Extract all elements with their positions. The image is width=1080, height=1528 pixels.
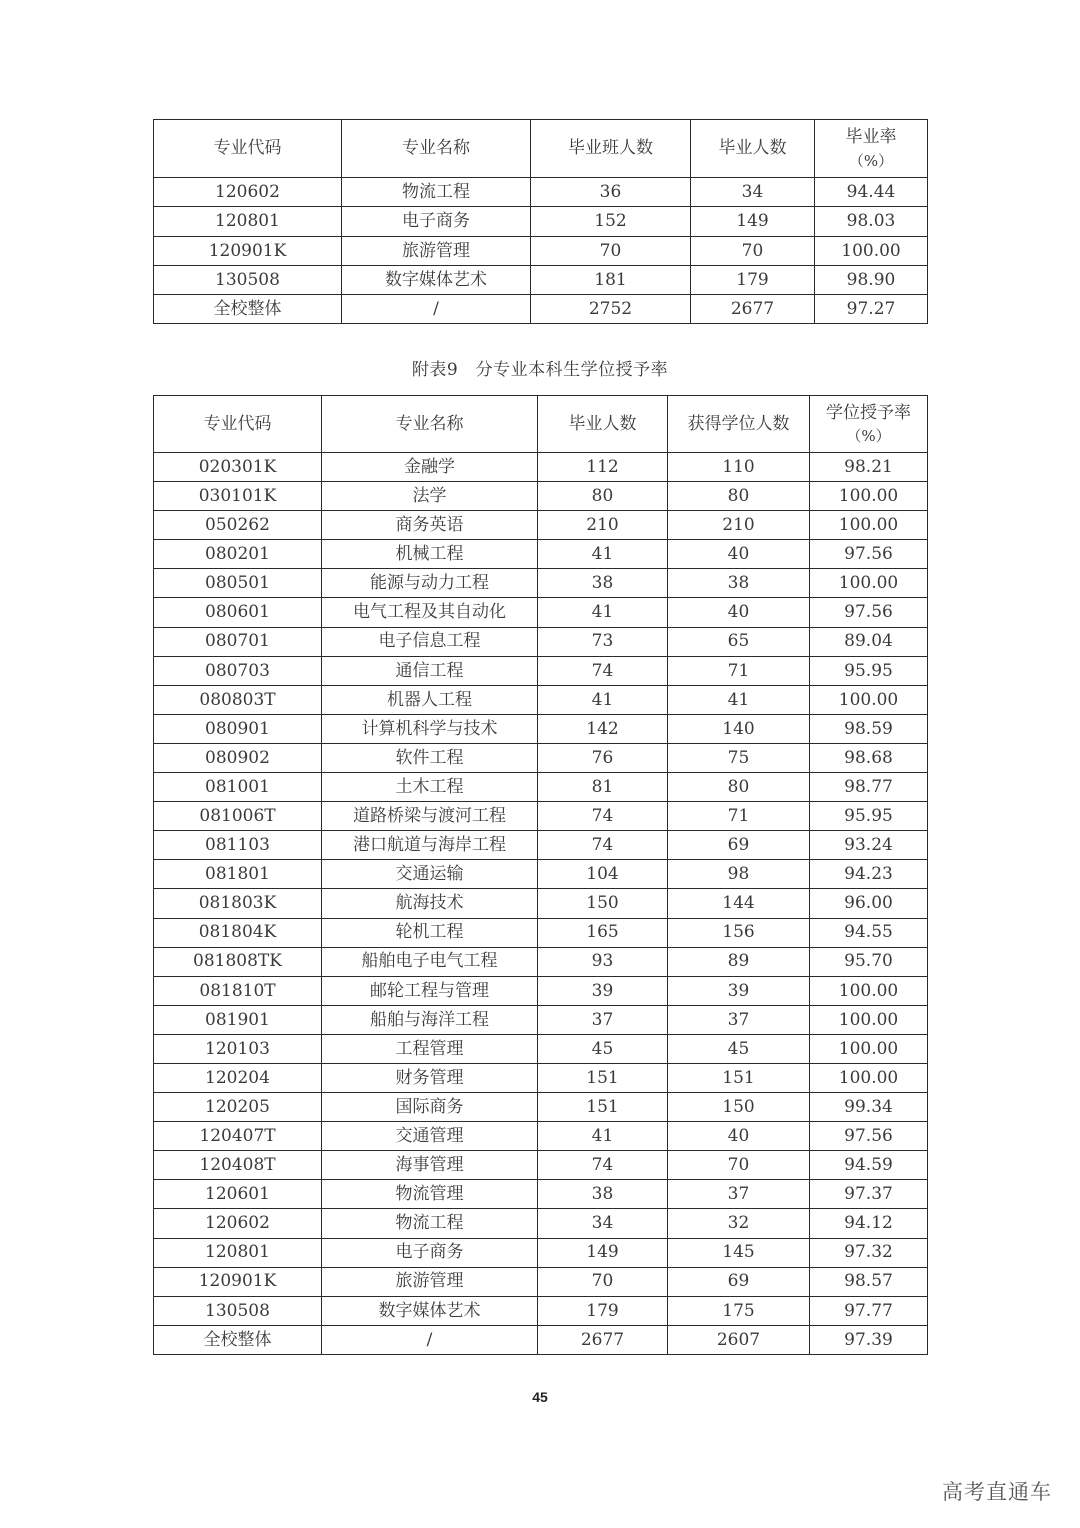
cell-major-name: 软件工程 <box>322 743 538 772</box>
cell-count-b: 2677 <box>691 295 815 324</box>
cell-major-name: 财务管理 <box>322 1063 538 1092</box>
cell-major-code: 130508 <box>154 1296 322 1325</box>
cell-major-code: 全校整体 <box>154 295 342 324</box>
page-number: 45 <box>532 1389 548 1405</box>
cell-major-name: 交通运输 <box>322 860 538 889</box>
cell-rate: 94.59 <box>810 1151 928 1180</box>
cell-major-code: 080901 <box>154 714 322 743</box>
table-header-row <box>154 120 928 178</box>
table-row <box>154 1093 928 1122</box>
cell-major-name: 邮轮工程与管理 <box>322 976 538 1005</box>
cell-rate: 98.21 <box>810 453 928 482</box>
cell-major-name: 旅游管理 <box>342 236 531 265</box>
cell-major-code: 120103 <box>154 1034 322 1063</box>
table-row <box>154 1063 928 1092</box>
header-major-code: 专业代码 <box>154 120 342 178</box>
cell-major-code: 080803T <box>154 685 322 714</box>
graduation-rate-table <box>153 119 928 324</box>
table-row <box>154 540 928 569</box>
cell-major-name: 物流管理 <box>322 1180 538 1209</box>
cell-count-b: 69 <box>668 831 810 860</box>
cell-rate: 97.56 <box>810 598 928 627</box>
cell-count-a: 38 <box>538 1180 668 1209</box>
cell-major-code: 080701 <box>154 627 322 656</box>
cell-count-b: 98 <box>668 860 810 889</box>
cell-major-code: 081804K <box>154 918 322 947</box>
table-row <box>154 511 928 540</box>
cell-count-b: 2607 <box>668 1325 810 1354</box>
table-row <box>154 831 928 860</box>
cell-rate: 100.00 <box>810 511 928 540</box>
cell-rate: 97.39 <box>810 1325 928 1354</box>
cell-count-a: 181 <box>531 265 691 294</box>
cell-count-a: 80 <box>538 482 668 511</box>
cell-major-code: 080601 <box>154 598 322 627</box>
cell-major-code: 020301K <box>154 453 322 482</box>
cell-rate: 100.00 <box>810 1063 928 1092</box>
cell-count-a: 93 <box>538 947 668 976</box>
header-graduation-rate: 毕业率 （%） <box>815 120 928 178</box>
cell-major-name: 商务英语 <box>322 511 538 540</box>
cell-count-b: 179 <box>691 265 815 294</box>
cell-major-name: 港口航道与海岸工程 <box>322 831 538 860</box>
cell-rate: 98.90 <box>815 265 928 294</box>
cell-count-a: 41 <box>538 540 668 569</box>
cell-major-code: 081006T <box>154 802 322 831</box>
cell-count-b: 41 <box>668 685 810 714</box>
cell-major-name: 土木工程 <box>322 773 538 802</box>
cell-rate: 96.00 <box>810 889 928 918</box>
cell-major-name: 物流工程 <box>342 178 531 207</box>
table-row <box>154 889 928 918</box>
cell-rate: 94.23 <box>810 860 928 889</box>
cell-rate: 100.00 <box>810 482 928 511</box>
cell-count-b: 40 <box>668 540 810 569</box>
cell-count-b: 149 <box>691 207 815 236</box>
table-row <box>154 1180 928 1209</box>
cell-rate: 94.12 <box>810 1209 928 1238</box>
cell-count-a: 151 <box>538 1093 668 1122</box>
header-major-name: 专业名称 <box>322 396 538 453</box>
cell-major-code: 081001 <box>154 773 322 802</box>
cell-major-name: 机械工程 <box>322 540 538 569</box>
cell-rate: 95.95 <box>810 802 928 831</box>
table-row <box>154 598 928 627</box>
cell-rate: 98.77 <box>810 773 928 802</box>
table-row <box>154 1296 928 1325</box>
cell-count-b: 140 <box>668 714 810 743</box>
table-row <box>154 453 928 482</box>
cell-major-code: 120408T <box>154 1151 322 1180</box>
table-row <box>154 773 928 802</box>
cell-count-a: 104 <box>538 860 668 889</box>
cell-major-name: 电子商务 <box>322 1238 538 1267</box>
table-row <box>154 1005 928 1034</box>
header-graduates: 毕业人数 <box>538 396 668 453</box>
cell-count-b: 70 <box>691 236 815 265</box>
table-row <box>154 236 928 265</box>
cell-major-code: 120204 <box>154 1063 322 1092</box>
cell-count-b: 145 <box>668 1238 810 1267</box>
cell-count-a: 112 <box>538 453 668 482</box>
cell-count-a: 179 <box>538 1296 668 1325</box>
cell-count-a: 165 <box>538 918 668 947</box>
table-row <box>154 714 928 743</box>
cell-major-name: 船舶电子电气工程 <box>322 947 538 976</box>
cell-rate: 89.04 <box>810 627 928 656</box>
cell-count-a: 45 <box>538 1034 668 1063</box>
cell-rate: 94.55 <box>810 918 928 947</box>
cell-major-code: 全校整体 <box>154 1325 322 1354</box>
cell-major-code: 081103 <box>154 831 322 860</box>
cell-count-b: 175 <box>668 1296 810 1325</box>
table-row <box>154 265 928 294</box>
cell-count-a: 37 <box>538 1005 668 1034</box>
cell-rate: 100.00 <box>810 1034 928 1063</box>
cell-major-code: 081801 <box>154 860 322 889</box>
cell-major-name: 国际商务 <box>322 1093 538 1122</box>
cell-rate: 95.95 <box>810 656 928 685</box>
cell-rate: 100.00 <box>810 1005 928 1034</box>
cell-major-name: 工程管理 <box>322 1034 538 1063</box>
cell-rate: 98.03 <box>815 207 928 236</box>
table-row <box>154 656 928 685</box>
header-degree-rate: 学位授予率 （%） <box>810 396 928 453</box>
cell-rate: 97.32 <box>810 1238 928 1267</box>
cell-major-code: 080201 <box>154 540 322 569</box>
cell-count-b: 65 <box>668 627 810 656</box>
cell-count-a: 76 <box>538 743 668 772</box>
cell-count-b: 80 <box>668 482 810 511</box>
cell-major-name: 金融学 <box>322 453 538 482</box>
cell-rate: 97.77 <box>810 1296 928 1325</box>
cell-major-code: 130508 <box>154 265 342 294</box>
cell-rate: 100.00 <box>815 236 928 265</box>
cell-major-code: 081808TK <box>154 947 322 976</box>
table-row <box>154 178 928 207</box>
cell-major-name: / <box>342 295 531 324</box>
table-row <box>154 743 928 772</box>
header-class-size: 毕业班人数 <box>531 120 691 178</box>
table-row <box>154 295 928 324</box>
table-row <box>154 207 928 236</box>
cell-count-b: 150 <box>668 1093 810 1122</box>
cell-count-b: 144 <box>668 889 810 918</box>
table-row <box>154 1267 928 1296</box>
cell-count-a: 41 <box>538 598 668 627</box>
cell-count-b: 37 <box>668 1005 810 1034</box>
cell-major-name: 法学 <box>322 482 538 511</box>
cell-major-name: 旅游管理 <box>322 1267 538 1296</box>
cell-count-a: 2677 <box>538 1325 668 1354</box>
cell-count-a: 152 <box>531 207 691 236</box>
cell-rate: 99.34 <box>810 1093 928 1122</box>
cell-major-name: 数字媒体艺术 <box>342 265 531 294</box>
cell-count-a: 36 <box>531 178 691 207</box>
cell-count-b: 38 <box>668 569 810 598</box>
cell-major-name: 交通管理 <box>322 1122 538 1151</box>
cell-count-a: 149 <box>538 1238 668 1267</box>
cell-count-a: 2752 <box>531 295 691 324</box>
cell-count-b: 151 <box>668 1063 810 1092</box>
table-row <box>154 1238 928 1267</box>
cell-count-b: 37 <box>668 1180 810 1209</box>
cell-count-a: 74 <box>538 831 668 860</box>
cell-major-code: 120602 <box>154 178 342 207</box>
cell-rate: 93.24 <box>810 831 928 860</box>
cell-count-b: 32 <box>668 1209 810 1238</box>
cell-major-name: 通信工程 <box>322 656 538 685</box>
cell-count-a: 38 <box>538 569 668 598</box>
cell-count-b: 71 <box>668 802 810 831</box>
cell-count-a: 73 <box>538 627 668 656</box>
table-row <box>154 976 928 1005</box>
cell-count-b: 210 <box>668 511 810 540</box>
cell-major-code: 120901K <box>154 236 342 265</box>
cell-major-name: 机器人工程 <box>322 685 538 714</box>
cell-count-b: 89 <box>668 947 810 976</box>
cell-count-a: 41 <box>538 1122 668 1151</box>
cell-major-name: 电子信息工程 <box>322 627 538 656</box>
cell-rate: 98.57 <box>810 1267 928 1296</box>
cell-count-b: 34 <box>691 178 815 207</box>
cell-major-code: 120205 <box>154 1093 322 1122</box>
cell-major-name: 物流工程 <box>322 1209 538 1238</box>
cell-count-a: 151 <box>538 1063 668 1092</box>
table-row <box>154 947 928 976</box>
table-row <box>154 1151 928 1180</box>
cell-major-name: 航海技术 <box>322 889 538 918</box>
header-major-name: 专业名称 <box>342 120 531 178</box>
cell-major-code: 120801 <box>154 1238 322 1267</box>
cell-rate: 97.37 <box>810 1180 928 1209</box>
cell-major-code: 120901K <box>154 1267 322 1296</box>
cell-rate: 94.44 <box>815 178 928 207</box>
cell-major-name: 电子商务 <box>342 207 531 236</box>
table-row <box>154 1034 928 1063</box>
header-degree-recipients: 获得学位人数 <box>668 396 810 453</box>
table-row <box>154 802 928 831</box>
cell-major-name: 电气工程及其自动化 <box>322 598 538 627</box>
cell-major-code: 081901 <box>154 1005 322 1034</box>
table-row <box>154 685 928 714</box>
cell-count-b: 71 <box>668 656 810 685</box>
cell-rate: 97.56 <box>810 540 928 569</box>
cell-major-code: 080902 <box>154 743 322 772</box>
table-row <box>154 1122 928 1151</box>
cell-rate: 100.00 <box>810 685 928 714</box>
cell-major-code: 120801 <box>154 207 342 236</box>
cell-count-a: 34 <box>538 1209 668 1238</box>
cell-count-a: 150 <box>538 889 668 918</box>
cell-major-code: 030101K <box>154 482 322 511</box>
cell-rate: 100.00 <box>810 976 928 1005</box>
cell-count-a: 70 <box>538 1267 668 1296</box>
cell-count-b: 39 <box>668 976 810 1005</box>
cell-count-b: 45 <box>668 1034 810 1063</box>
cell-count-a: 74 <box>538 802 668 831</box>
header-graduates: 毕业人数 <box>691 120 815 178</box>
cell-count-a: 81 <box>538 773 668 802</box>
cell-rate: 98.59 <box>810 714 928 743</box>
cell-major-code: 081810T <box>154 976 322 1005</box>
cell-count-a: 41 <box>538 685 668 714</box>
header-major-code: 专业代码 <box>154 396 322 453</box>
cell-major-name: 能源与动力工程 <box>322 569 538 598</box>
cell-count-b: 75 <box>668 743 810 772</box>
cell-count-b: 40 <box>668 598 810 627</box>
cell-count-a: 39 <box>538 976 668 1005</box>
table-header-row <box>154 396 928 453</box>
cell-major-code: 120407T <box>154 1122 322 1151</box>
cell-count-b: 40 <box>668 1122 810 1151</box>
table-row <box>154 569 928 598</box>
table-row <box>154 1209 928 1238</box>
cell-rate: 97.56 <box>810 1122 928 1151</box>
degree-award-rate-table <box>153 395 928 1355</box>
cell-count-b: 70 <box>668 1151 810 1180</box>
cell-major-name: / <box>322 1325 538 1354</box>
cell-major-name: 数字媒体艺术 <box>322 1296 538 1325</box>
cell-count-a: 142 <box>538 714 668 743</box>
cell-major-code: 120602 <box>154 1209 322 1238</box>
cell-major-name: 计算机科学与技术 <box>322 714 538 743</box>
cell-major-code: 120601 <box>154 1180 322 1209</box>
cell-count-b: 80 <box>668 773 810 802</box>
cell-count-a: 210 <box>538 511 668 540</box>
cell-rate: 100.00 <box>810 569 928 598</box>
table-row <box>154 860 928 889</box>
cell-count-a: 74 <box>538 1151 668 1180</box>
cell-count-b: 156 <box>668 918 810 947</box>
cell-major-name: 道路桥梁与渡河工程 <box>322 802 538 831</box>
cell-rate: 98.68 <box>810 743 928 772</box>
cell-count-a: 74 <box>538 656 668 685</box>
cell-count-a: 70 <box>531 236 691 265</box>
cell-major-name: 轮机工程 <box>322 918 538 947</box>
watermark-text: 高考直通车 <box>942 1481 1052 1504</box>
cell-count-b: 110 <box>668 453 810 482</box>
cell-major-code: 081803K <box>154 889 322 918</box>
cell-count-b: 69 <box>668 1267 810 1296</box>
table-caption: 附表9 分专业本科生学位授予率 <box>411 360 669 380</box>
cell-rate: 95.70 <box>810 947 928 976</box>
cell-major-code: 050262 <box>154 511 322 540</box>
table-row <box>154 1325 928 1354</box>
table-row <box>154 482 928 511</box>
cell-rate: 97.27 <box>815 295 928 324</box>
table-row <box>154 627 928 656</box>
cell-major-code: 080501 <box>154 569 322 598</box>
cell-major-name: 船舶与海洋工程 <box>322 1005 538 1034</box>
table-row <box>154 918 928 947</box>
cell-major-code: 080703 <box>154 656 322 685</box>
cell-major-name: 海事管理 <box>322 1151 538 1180</box>
